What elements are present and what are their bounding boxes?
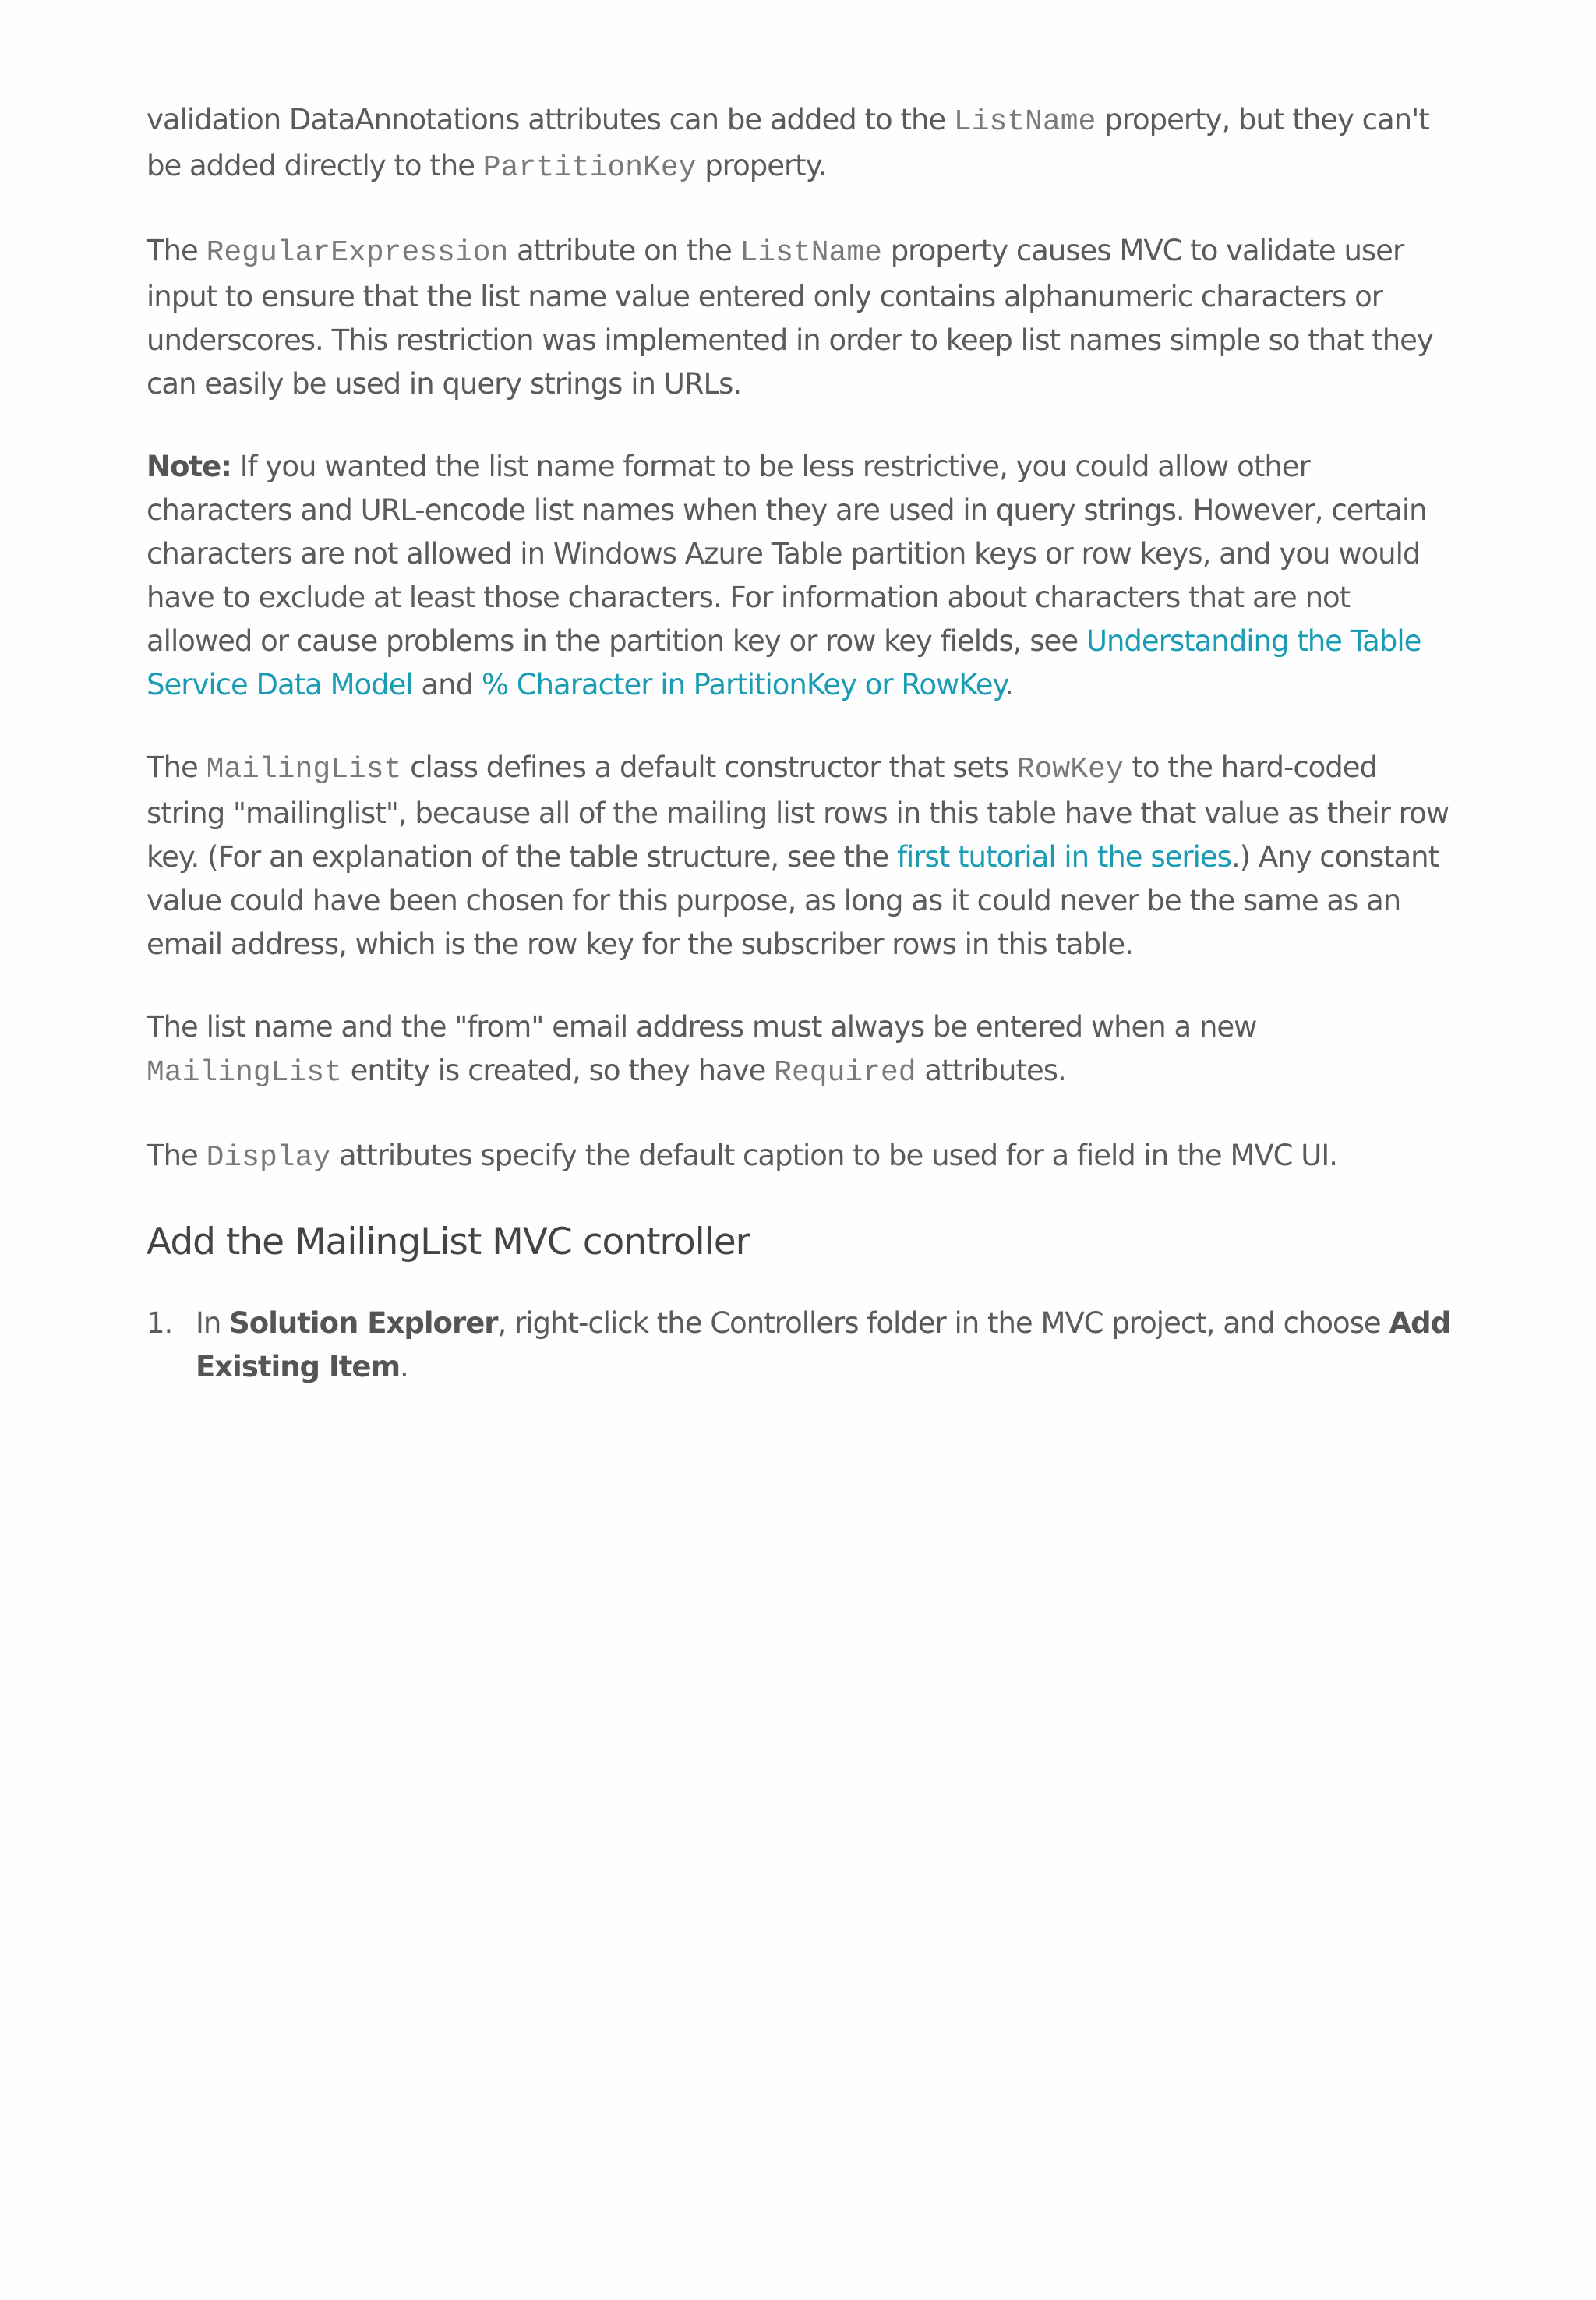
code-rowkey: RowKey <box>1016 753 1124 786</box>
code-mailinglist: MailingList <box>206 753 402 786</box>
paragraph-note <box>147 445 1456 707</box>
link-first-tutorial[interactable]: first tutorial in the series <box>896 840 1231 874</box>
text: . <box>1005 668 1013 701</box>
text: , right-click the Controllers folder in the MVC project, and choose <box>497 1306 1389 1340</box>
link-table-service-data-model[interactable]: Understanding the Table Service Data Model <box>147 624 1421 701</box>
text: and <box>412 668 482 701</box>
text: attribute on the <box>508 234 740 267</box>
text: property causes MVC to validate user input to ensure that the list name value entered only contains alphanumeric characters or underscores. This restriction was implemented in order to keep list names simple so that they can easily be used in query strings in URLs. <box>147 234 1433 401</box>
code-required: Required <box>774 1056 916 1090</box>
section-heading: Add the MailingList MVC controller <box>147 1221 750 1263</box>
note-label: Note: <box>147 450 231 483</box>
text: entity is created, so they have <box>341 1054 775 1087</box>
text: validation DataAnnotations attributes can be added to the <box>147 103 954 136</box>
code-display: Display <box>206 1141 331 1175</box>
text: If you wanted the list name format to be less restrictive, you could allow other characters and URL-encode list names when they are used in query strings. However, certain characters are not allowed in Windows Azure Table partition keys or row keys, and you would have to exclude at least those characters. For information about characters that are not allowed or cause problems in the partition key or row key fields, see <box>147 450 1427 658</box>
paragraph-mailinglist-class <box>147 746 1456 966</box>
document-body <box>147 98 1456 1389</box>
code-regularexpression: RegularExpression <box>206 236 509 270</box>
steps-list <box>147 1302 1456 1389</box>
text: property, but they can't be added directly to the <box>147 103 1429 182</box>
text: property. <box>696 149 827 182</box>
link-percent-character[interactable]: % Character in PartitionKey or RowKey <box>481 668 1005 701</box>
text: The <box>147 234 207 267</box>
text: class defines a default constructor that sets <box>401 751 1017 784</box>
list-item-step-1 <box>147 1302 1456 1389</box>
paragraph-required <box>147 1005 1456 1095</box>
text: In <box>196 1306 230 1340</box>
paragraph-display <box>147 1134 1456 1180</box>
bold-solution-explorer: Solution Explorer <box>229 1306 498 1340</box>
code-listname: ListName <box>953 105 1096 139</box>
code-mailinglist: MailingList <box>147 1056 342 1090</box>
text: The <box>147 1139 207 1172</box>
text: The <box>147 751 207 784</box>
paragraph-regularexpression <box>147 229 1456 406</box>
step-number: 1. <box>147 1306 173 1340</box>
text: attributes. <box>916 1054 1066 1087</box>
bold-add-existing-item: Add Existing Item <box>196 1306 1451 1383</box>
code-listname: ListName <box>740 236 882 270</box>
paragraph-dataannotations <box>147 98 1456 190</box>
code-partitionkey: PartitionKey <box>482 151 697 185</box>
text: . <box>400 1350 408 1383</box>
text: to the hard-coded string "mailinglist", because all of the mailing list rows in this table have that value as their row key. (For an explanation of the table structure, see the <box>147 751 1449 874</box>
text: .) Any constant value could have been chosen for this purpose, as long as it could never be the same as an email address, which is the row key for the subscriber rows in this table. <box>147 840 1439 961</box>
text: attributes specify the default caption to be used for a field in the MVC UI. <box>330 1139 1338 1172</box>
text: The list name and the "from" email address must always be entered when a new <box>147 1010 1257 1044</box>
